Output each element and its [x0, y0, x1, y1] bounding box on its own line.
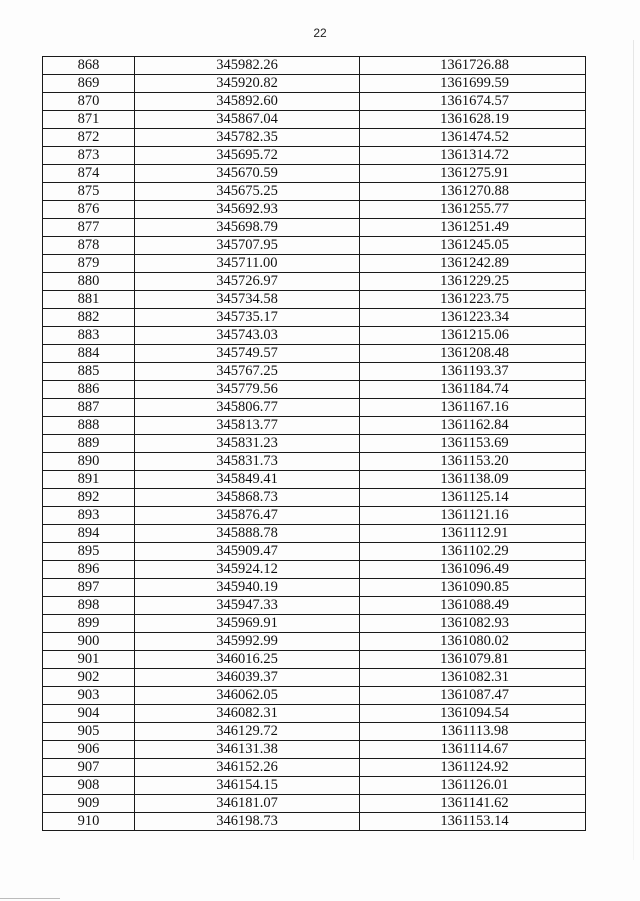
- table-row: [43, 777, 586, 795]
- point-number-cell: 883: [43, 327, 135, 345]
- y-coordinate-cell: 1361082.93: [360, 615, 586, 633]
- x-coordinate-cell: 345734.58: [135, 291, 360, 309]
- x-coordinate-cell: 345892.60: [135, 93, 360, 111]
- x-coordinate-cell: 345711.00: [135, 255, 360, 273]
- y-coordinate-cell: 1361162.84: [360, 417, 586, 435]
- point-number-cell: 895: [43, 543, 135, 561]
- y-coordinate-cell: 1361215.06: [360, 327, 586, 345]
- y-coordinate-cell: 1361082.31: [360, 669, 586, 687]
- x-coordinate-cell: 345767.25: [135, 363, 360, 381]
- point-number-cell: 872: [43, 129, 135, 147]
- point-number-cell: 905: [43, 723, 135, 741]
- point-number-cell: 897: [43, 579, 135, 597]
- table-row: [43, 651, 586, 669]
- table-row: [43, 759, 586, 777]
- x-coordinate-cell: 345969.91: [135, 615, 360, 633]
- x-coordinate-cell: 345831.73: [135, 453, 360, 471]
- point-number-cell: 882: [43, 309, 135, 327]
- table-row: [43, 507, 586, 525]
- table-row: [43, 489, 586, 507]
- table-row: [43, 75, 586, 93]
- point-number-cell: 878: [43, 237, 135, 255]
- x-coordinate-cell: 345924.12: [135, 561, 360, 579]
- point-number-cell: 876: [43, 201, 135, 219]
- x-coordinate-cell: 345726.97: [135, 273, 360, 291]
- point-number-cell: 869: [43, 75, 135, 93]
- table-row: [43, 417, 586, 435]
- table-row: [43, 723, 586, 741]
- table-row: [43, 633, 586, 651]
- point-number-cell: 891: [43, 471, 135, 489]
- y-coordinate-cell: 1361223.34: [360, 309, 586, 327]
- point-number-cell: 885: [43, 363, 135, 381]
- y-coordinate-cell: 1361124.92: [360, 759, 586, 777]
- y-coordinate-cell: 1361229.25: [360, 273, 586, 291]
- point-number-cell: 910: [43, 813, 135, 831]
- x-coordinate-cell: 345749.57: [135, 345, 360, 363]
- y-coordinate-cell: 1361245.05: [360, 237, 586, 255]
- x-coordinate-cell: 346016.25: [135, 651, 360, 669]
- y-coordinate-cell: 1361251.49: [360, 219, 586, 237]
- point-number-cell: 896: [43, 561, 135, 579]
- x-coordinate-cell: 345876.47: [135, 507, 360, 525]
- coordinates-table-body: [43, 57, 586, 831]
- y-coordinate-cell: 1361079.81: [360, 651, 586, 669]
- y-coordinate-cell: 1361080.02: [360, 633, 586, 651]
- y-coordinate-cell: 1361094.54: [360, 705, 586, 723]
- y-coordinate-cell: 1361726.88: [360, 57, 586, 75]
- x-coordinate-cell: 346154.15: [135, 777, 360, 795]
- y-coordinate-cell: 1361138.09: [360, 471, 586, 489]
- y-coordinate-cell: 1361223.75: [360, 291, 586, 309]
- point-number-cell: 894: [43, 525, 135, 543]
- x-coordinate-cell: 345735.17: [135, 309, 360, 327]
- page-number: 22: [313, 26, 327, 40]
- y-coordinate-cell: 1361255.77: [360, 201, 586, 219]
- x-coordinate-cell: 345695.72: [135, 147, 360, 165]
- point-number-cell: 898: [43, 597, 135, 615]
- table-row: [43, 471, 586, 489]
- y-coordinate-cell: 1361153.69: [360, 435, 586, 453]
- point-number-cell: 880: [43, 273, 135, 291]
- point-number-cell: 909: [43, 795, 135, 813]
- point-number-cell: 870: [43, 93, 135, 111]
- y-coordinate-cell: 1361167.16: [360, 399, 586, 417]
- x-coordinate-cell: 346198.73: [135, 813, 360, 831]
- x-coordinate-cell: 345982.26: [135, 57, 360, 75]
- x-coordinate-cell: 345831.23: [135, 435, 360, 453]
- y-coordinate-cell: 1361314.72: [360, 147, 586, 165]
- point-number-cell: 903: [43, 687, 135, 705]
- x-coordinate-cell: 345849.41: [135, 471, 360, 489]
- x-coordinate-cell: 345675.25: [135, 183, 360, 201]
- x-coordinate-cell: 346082.31: [135, 705, 360, 723]
- table-row: [43, 813, 586, 831]
- point-number-cell: 892: [43, 489, 135, 507]
- y-coordinate-cell: 1361121.16: [360, 507, 586, 525]
- y-coordinate-cell: 1361628.19: [360, 111, 586, 129]
- point-number-cell: 902: [43, 669, 135, 687]
- y-coordinate-cell: 1361090.85: [360, 579, 586, 597]
- scan-bottom-mark: [0, 898, 60, 899]
- x-coordinate-cell: 345779.56: [135, 381, 360, 399]
- scan-edge-line: [633, 40, 634, 860]
- x-coordinate-cell: 345692.93: [135, 201, 360, 219]
- table-row: [43, 363, 586, 381]
- table-row: [43, 111, 586, 129]
- y-coordinate-cell: 1361087.47: [360, 687, 586, 705]
- x-coordinate-cell: 345782.35: [135, 129, 360, 147]
- x-coordinate-cell: 346129.72: [135, 723, 360, 741]
- coordinates-table: [42, 56, 586, 831]
- table-row: [43, 741, 586, 759]
- y-coordinate-cell: 1361113.98: [360, 723, 586, 741]
- point-number-cell: 900: [43, 633, 135, 651]
- table-row: [43, 327, 586, 345]
- y-coordinate-cell: 1361102.29: [360, 543, 586, 561]
- x-coordinate-cell: 345909.47: [135, 543, 360, 561]
- x-coordinate-cell: 345670.59: [135, 165, 360, 183]
- table-row: [43, 291, 586, 309]
- x-coordinate-cell: 346039.37: [135, 669, 360, 687]
- x-coordinate-cell: 345867.04: [135, 111, 360, 129]
- y-coordinate-cell: 1361674.57: [360, 93, 586, 111]
- point-number-cell: 871: [43, 111, 135, 129]
- y-coordinate-cell: 1361474.52: [360, 129, 586, 147]
- point-number-cell: 888: [43, 417, 135, 435]
- y-coordinate-cell: 1361126.01: [360, 777, 586, 795]
- table-row: [43, 219, 586, 237]
- table-row: [43, 309, 586, 327]
- table-row: [43, 93, 586, 111]
- table-row: [43, 129, 586, 147]
- table-row: [43, 381, 586, 399]
- table-row: [43, 453, 586, 471]
- y-coordinate-cell: 1361184.74: [360, 381, 586, 399]
- y-coordinate-cell: 1361088.49: [360, 597, 586, 615]
- y-coordinate-cell: 1361114.67: [360, 741, 586, 759]
- point-number-cell: 906: [43, 741, 135, 759]
- point-number-cell: 887: [43, 399, 135, 417]
- table-row: [43, 165, 586, 183]
- point-number-cell: 893: [43, 507, 135, 525]
- x-coordinate-cell: 345707.95: [135, 237, 360, 255]
- y-coordinate-cell: 1361242.89: [360, 255, 586, 273]
- point-number-cell: 908: [43, 777, 135, 795]
- table-row: [43, 561, 586, 579]
- x-coordinate-cell: 345947.33: [135, 597, 360, 615]
- table-row: [43, 687, 586, 705]
- point-number-cell: 884: [43, 345, 135, 363]
- point-number-cell: 879: [43, 255, 135, 273]
- y-coordinate-cell: 1361112.91: [360, 525, 586, 543]
- x-coordinate-cell: 346062.05: [135, 687, 360, 705]
- point-number-cell: 873: [43, 147, 135, 165]
- table-row: [43, 579, 586, 597]
- table-row: [43, 273, 586, 291]
- y-coordinate-cell: 1361153.14: [360, 813, 586, 831]
- x-coordinate-cell: 345743.03: [135, 327, 360, 345]
- y-coordinate-cell: 1361141.62: [360, 795, 586, 813]
- x-coordinate-cell: 346131.38: [135, 741, 360, 759]
- point-number-cell: 890: [43, 453, 135, 471]
- point-number-cell: 875: [43, 183, 135, 201]
- table-row: [43, 615, 586, 633]
- x-coordinate-cell: 345992.99: [135, 633, 360, 651]
- point-number-cell: 889: [43, 435, 135, 453]
- y-coordinate-cell: 1361275.91: [360, 165, 586, 183]
- point-number-cell: 868: [43, 57, 135, 75]
- y-coordinate-cell: 1361096.49: [360, 561, 586, 579]
- y-coordinate-cell: 1361193.37: [360, 363, 586, 381]
- table-row: [43, 435, 586, 453]
- point-number-cell: 904: [43, 705, 135, 723]
- point-number-cell: 901: [43, 651, 135, 669]
- x-coordinate-cell: 346181.07: [135, 795, 360, 813]
- y-coordinate-cell: 1361153.20: [360, 453, 586, 471]
- point-number-cell: 877: [43, 219, 135, 237]
- table-row: [43, 237, 586, 255]
- table-row: [43, 795, 586, 813]
- table-row: [43, 255, 586, 273]
- x-coordinate-cell: 346152.26: [135, 759, 360, 777]
- table-row: [43, 525, 586, 543]
- table-row: [43, 705, 586, 723]
- table-row: [43, 57, 586, 75]
- point-number-cell: 886: [43, 381, 135, 399]
- point-number-cell: 874: [43, 165, 135, 183]
- y-coordinate-cell: 1361125.14: [360, 489, 586, 507]
- point-number-cell: 899: [43, 615, 135, 633]
- table-row: [43, 597, 586, 615]
- x-coordinate-cell: 345806.77: [135, 399, 360, 417]
- table-row: [43, 201, 586, 219]
- y-coordinate-cell: 1361270.88: [360, 183, 586, 201]
- table-row: [43, 399, 586, 417]
- x-coordinate-cell: 345940.19: [135, 579, 360, 597]
- y-coordinate-cell: 1361699.59: [360, 75, 586, 93]
- table-row: [43, 183, 586, 201]
- point-number-cell: 881: [43, 291, 135, 309]
- x-coordinate-cell: 345698.79: [135, 219, 360, 237]
- point-number-cell: 907: [43, 759, 135, 777]
- x-coordinate-cell: 345888.78: [135, 525, 360, 543]
- x-coordinate-cell: 345920.82: [135, 75, 360, 93]
- x-coordinate-cell: 345813.77: [135, 417, 360, 435]
- table-row: [43, 669, 586, 687]
- y-coordinate-cell: 1361208.48: [360, 345, 586, 363]
- table-row: [43, 147, 586, 165]
- x-coordinate-cell: 345868.73: [135, 489, 360, 507]
- table-row: [43, 345, 586, 363]
- table-row: [43, 543, 586, 561]
